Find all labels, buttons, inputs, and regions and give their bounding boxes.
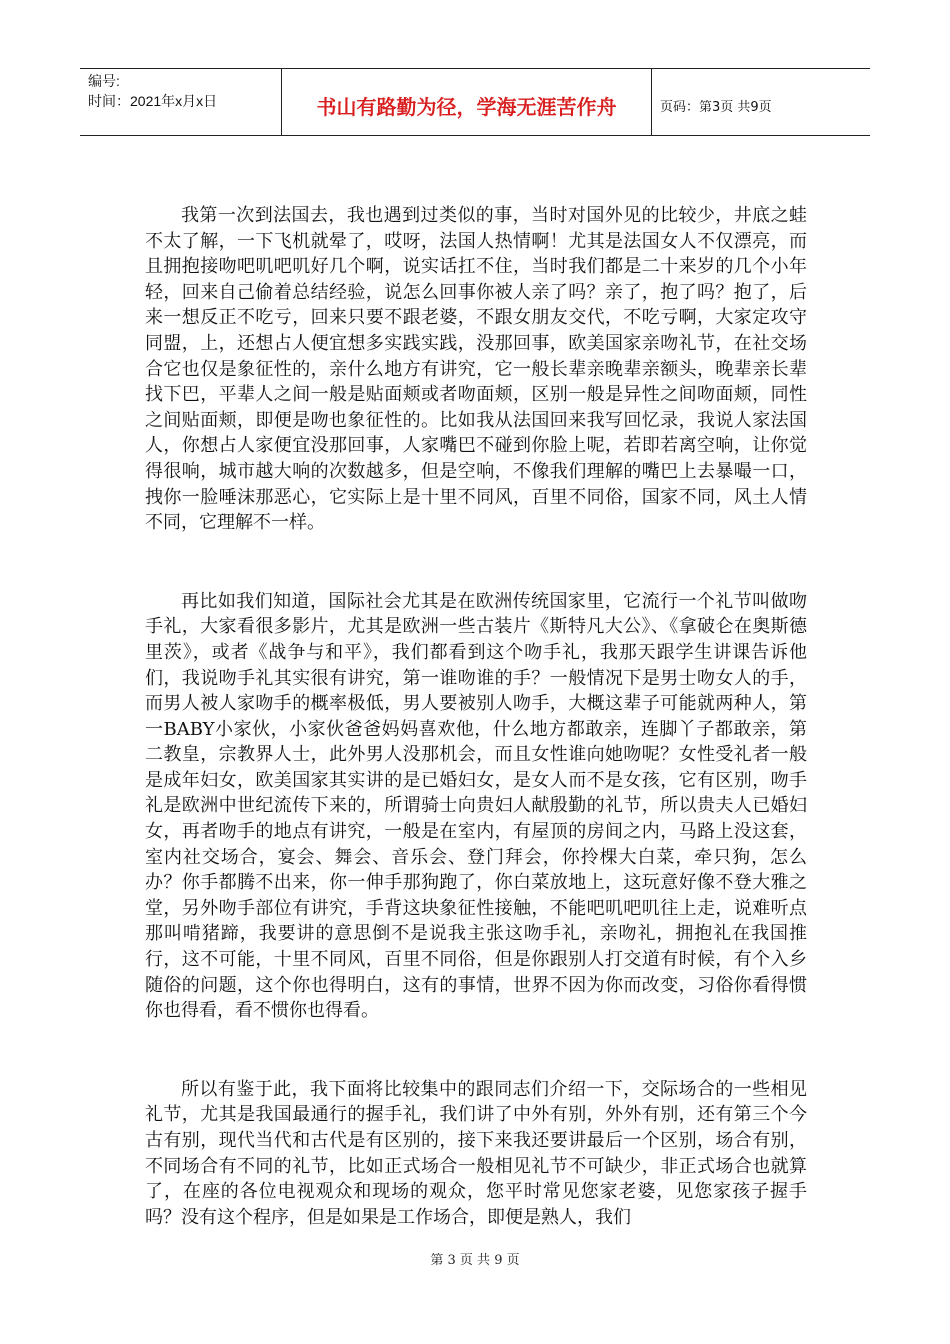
header-motto: 书山有路勤为径，学海无涯苦作舟 <box>282 69 652 135</box>
header-page-info: 页码：第3页 共9页 <box>660 99 772 115</box>
date-label: 时间：2021年x月x日 <box>88 93 218 109</box>
page-footer: 第 3 页 共 9 页 <box>430 1253 520 1268</box>
serial-number-label: 编号: <box>88 73 120 89</box>
document-body <box>145 203 807 1230</box>
paragraph-3: 所以有鉴于此，我下面将比较集中的跟同志们介绍一下，交际场合的一些相见礼节，尤其是我国最通行的握手礼，我们讲了中外有别，外外有别，还有第三个今古有别，现代当代和古代是有区别的，接下来我还要讲最后一个区别，场合有别，不同场合有不同的礼节，比如正式场合一般相见礼节不可缺少，非正式场合也就算了，在座的各位电视观众和现场的观众，您平时常见您家老婆，见您家孩子握手吗？没有这个程序，但是如果是工作场合，即便是熟人，我们 <box>145 1078 807 1228</box>
paragraph-1: 我第一次到法国去，我也遇到过类似的事，当时对国外见的比较少，井底之蛙不太了解，一下飞机就晕了，哎呀，法国人热情啊！尤其是法国女人不仅漂亮，而且拥抱接吻吧叽吧叽好几个啊，说实话扛不住，当时我们都是二十来岁的几个小年轻，回来自己偷着总结经验，说怎么回事你被人亲了吗？亲了，抱了吗？抱了，后来一想反正不吃亏，回来只要不跟老婆，不跟女朋友交代，不吃亏啊，大家定攻守同盟，上，还想占人便宜想多实践实践，没那回事，欧美国家亲吻礼节，在社交场合它也仅是象征性的，亲什么地方有讲究，它一般长辈亲晚辈亲额头，晚辈亲长辈找下巴，平辈人之间一般是贴面颊或者吻面颊，区别一般是异性之间吻面颊，同性之间贴面颊，即便是吻也象征性的。比如我从法国回来我写回忆录，我说人家法国人，你想占人家便宜没那回事，人家嘴巴不碰到你脸上呢，若即若离空响，让你觉得很响，城市越大响的次数越多，但是空响，不像我们理解的嘴巴上去暴嘬一口，拽你一脸唾沫那恶心，它实际上是十里不同风，百里不同俗，国家不同，风土人情不同，它理解不一样。 <box>145 205 807 534</box>
page-header <box>80 68 870 136</box>
paragraph-2: 再比如我们知道，国际社会尤其是在欧洲传统国家里，它流行一个礼节叫做吻手礼，大家看很多影片，尤其是欧洲一些古装片《斯特凡大公》、《拿破仑在奥斯德里茨》，或者《战争与和平》，我们都看到这个吻手礼，我那天跟学生讲课告诉他们，我说吻手礼其实很有讲究，第一谁吻谁的手？一般情况下是男士吻女人的手，而男人被人家吻手的概率极低，男人要被别人吻手，大概这辈子可能就两种人，第一BABY小家伙，小家伙爸爸妈妈喜欢他，什么地方都敢亲，连脚丫子都敢亲，第二教皇，宗教界人士，此外男人没那机会，而且女性谁向她吻呢？女性受礼者一般是成年妇女，欧美国家其实讲的是已婚妇女，是女人而不是女孩，它有区别，吻手礼是欧洲中世纪流传下来的，所谓骑士向贵妇人献殷勤的礼节，所以贵夫人已婚妇女，再者吻手的地点有讲究，一般是在室内，有屋顶的房间之内，马路上没这套，室内社交场合，宴会、舞会、音乐会、登门拜会，你拎棵大白菜，牵只狗，怎么办？你手都腾不出来，你一伸手那狗跑了，你白菜放地上，这玩意好像不登大雅之堂，另外吻手部位有讲究，手背这块象征性接触，不能吧叽吧叽往上走，说难听点那叫啃猪蹄，我要讲的意思倒不是说我主张这吻手礼，亲吻礼，拥抱礼在我国推行，这不可能，十里不同风，百里不同俗，但是你跟别人打交道有时候，有个入乡随俗的问题，这个你也得明白，这有的事情，世界不因为你而改变，习俗你看得惯你也得看，看不惯你也得看。 <box>145 590 807 1022</box>
header-meta <box>80 69 282 135</box>
